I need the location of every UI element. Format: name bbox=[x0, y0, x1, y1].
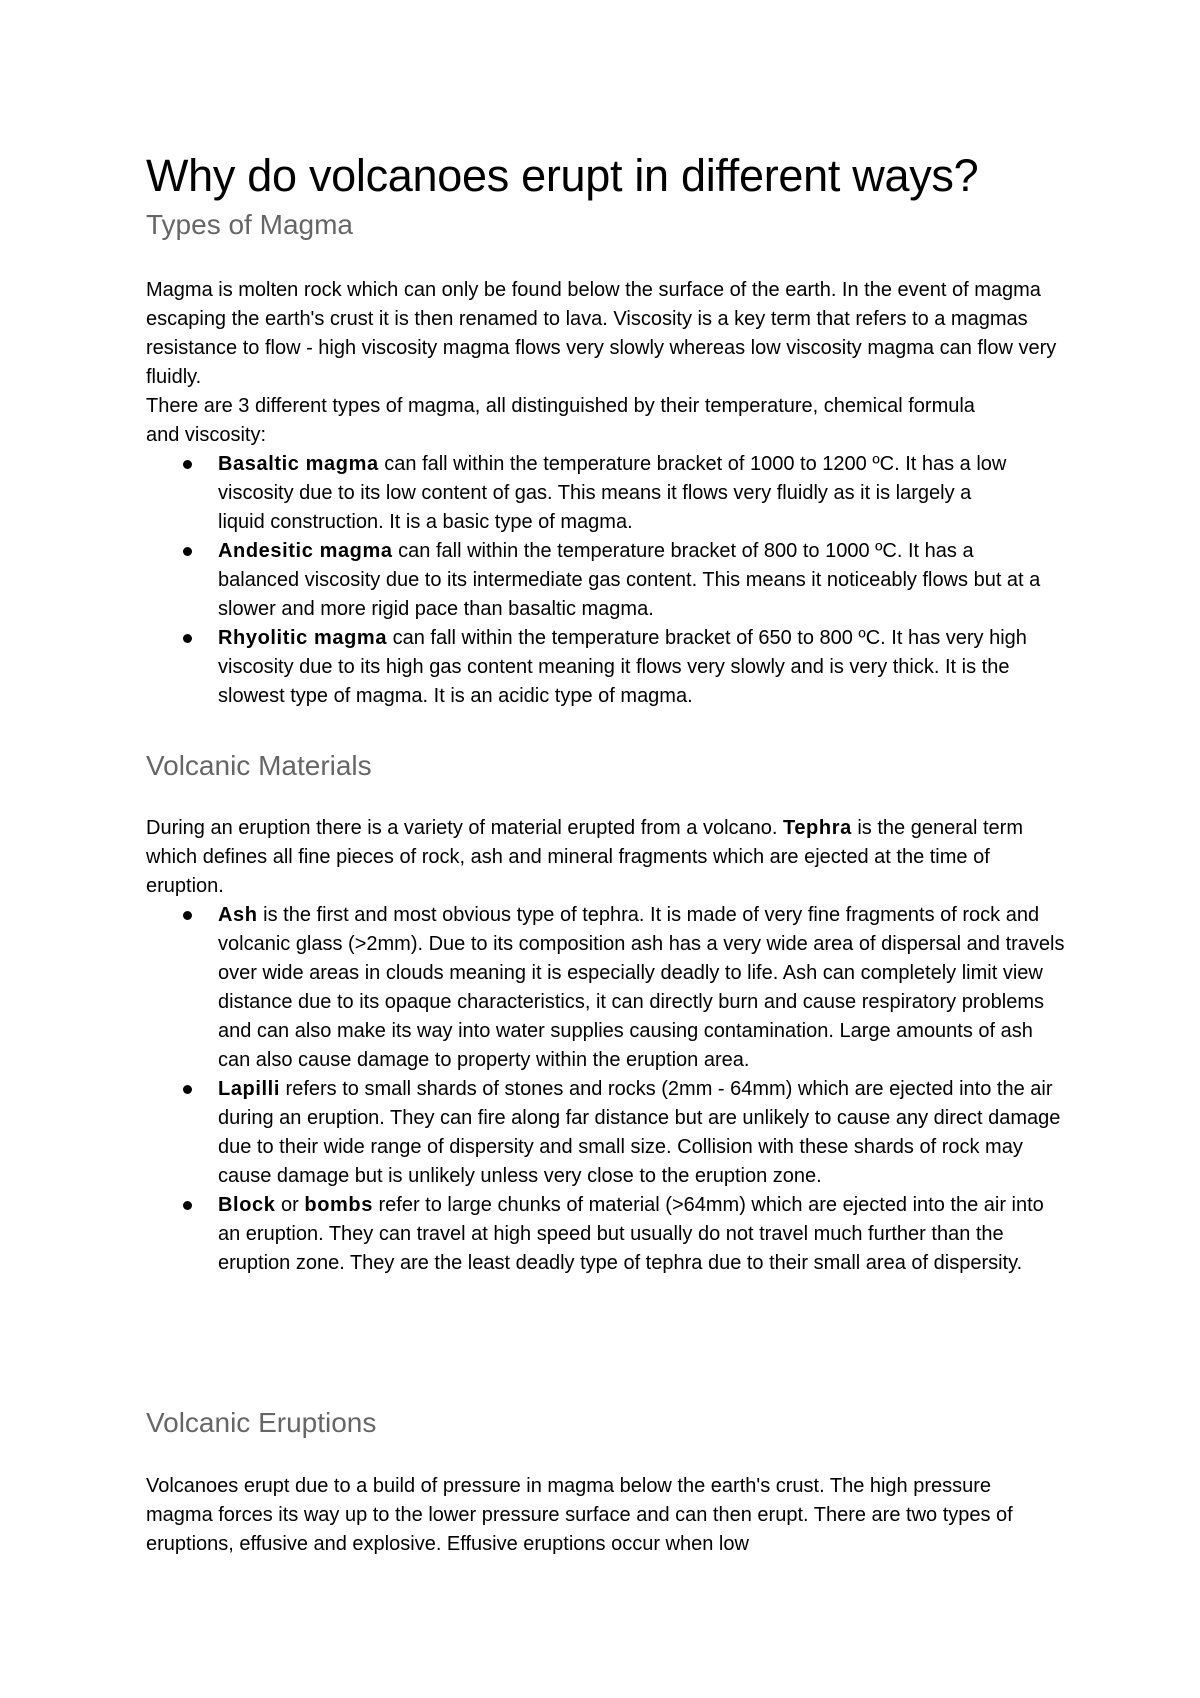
heading-volcanic-eruptions: Volcanic Eruptions bbox=[146, 1407, 377, 1438]
term-bombs: bombs bbox=[304, 1194, 373, 1216]
item-text: can fall within the temperature bracket of 1000 to 1200 ºC. It has a low viscosity due to its low content of gas. This means it flows very fluidly as it is largely a liquid construction. It is a basic type of magma. bbox=[218, 453, 1007, 533]
term-lapilli: Lapilli bbox=[218, 1078, 280, 1100]
list-item bbox=[218, 537, 1058, 624]
heading-types-of-magma: Types of Magma bbox=[146, 209, 353, 240]
intro-text-b: is the general term which defines all fine pieces of rock, ash and mineral fragments which are ejected at the time of eruption. bbox=[146, 817, 1023, 897]
term-tephra: Tephra bbox=[783, 817, 852, 839]
list-item bbox=[218, 1191, 1066, 1278]
section-eruptions-body bbox=[146, 1472, 1066, 1559]
bullet-icon bbox=[183, 634, 192, 643]
item-text: is the first and most obvious type of tephra. It is made of very fine fragments of rock and volcanic glass (>2mm). Due to its composition ash has a very wide area of dispersal and travels over wide areas in clouds meaning it is especially deadly to life. Ash can completely limit view distance due to its opaque characteristics, it can directly burn and cause respiratory problems and can also make its way into water supplies causing contamination. Large amounts of ash can also cause damage to property within the eruption area. bbox=[218, 904, 1065, 1071]
tephra-types-list bbox=[146, 901, 1066, 1278]
list-item bbox=[218, 450, 1018, 537]
materials-intro-paragraph bbox=[146, 814, 1046, 901]
section-materials-body bbox=[146, 814, 1066, 1278]
magma-types-intro-paragraph: There are 3 different types of magma, all distinguished by their temperature, chemical formula and viscosity: bbox=[146, 395, 975, 446]
heading-volcanic-materials: Volcanic Materials bbox=[146, 750, 372, 781]
item-text: refers to small shards of stones and rocks (2mm - 64mm) which are ejected into the air during an eruption. They can fire along far distance but are unlikely to cause any direct damage due to their wide range of dispersity and small size. Collision with these shards of rock may cause damage but is unlikely unless very close to the eruption zone. bbox=[218, 1078, 1061, 1187]
section-magma-body bbox=[146, 276, 1066, 711]
item-text: can fall within the temperature bracket of 800 to 1000 ºC. It has a balanced viscosity due to its intermediate gas content. This means it noticeably flows but at a slower and more rigid pace than basaltic magma. bbox=[218, 540, 1041, 620]
list-item bbox=[218, 1075, 1063, 1191]
list-item bbox=[218, 624, 1033, 711]
term-ash: Ash bbox=[218, 904, 258, 926]
item-text: can fall within the temperature bracket of 650 to 800 ºC. It has very high viscosity due to its high gas content meaning it flows very slowly and is very thick. It is the slowest type of magma. It is an acidic type of magma. bbox=[218, 627, 1027, 707]
item-text: refer to large chunks of material (>64mm) which are ejected into the air into an eruption. They can travel at high speed but usually do not travel much further than the eruption zone. They are the least deadly type of tephra due to their small area of dispersity. bbox=[218, 1194, 1044, 1274]
term-rhyolitic: Rhyolitic magma bbox=[218, 627, 388, 649]
term-basaltic: Basaltic magma bbox=[218, 453, 379, 475]
bullet-icon bbox=[183, 1085, 192, 1094]
intro-text-a: During an eruption there is a variety of material erupted from a volcano. bbox=[146, 817, 783, 839]
magma-intro-paragraph: Magma is molten rock which can only be found below the surface of the earth. In the event of magma escaping the earth's crust it is then renamed to lava. Viscosity is a key term that refers to a magmas resistance to flow - high viscosity magma flows very slowly whereas low viscosity magma can flow very fluidly. bbox=[146, 279, 1057, 388]
term-andesitic: Andesitic magma bbox=[218, 540, 393, 562]
term-block: Block bbox=[218, 1194, 276, 1216]
eruptions-intro-paragraph: Volcanoes erupt due to a build of pressure in magma below the earth's crust. The high pressure magma forces its way up to the lower pressure surface and can then erupt. There are two types of eruptions, effusive and explosive. Effusive eruptions occur when low bbox=[146, 1475, 1013, 1555]
bullet-icon bbox=[183, 547, 192, 556]
bullet-icon bbox=[183, 1201, 192, 1210]
page-title: Why do volcanoes erupt in different ways? bbox=[146, 150, 979, 201]
magma-types-list bbox=[146, 450, 1066, 711]
connector-text: or bbox=[275, 1194, 305, 1216]
bullet-icon bbox=[183, 460, 192, 469]
list-item bbox=[218, 901, 1068, 1075]
bullet-icon bbox=[183, 911, 192, 920]
